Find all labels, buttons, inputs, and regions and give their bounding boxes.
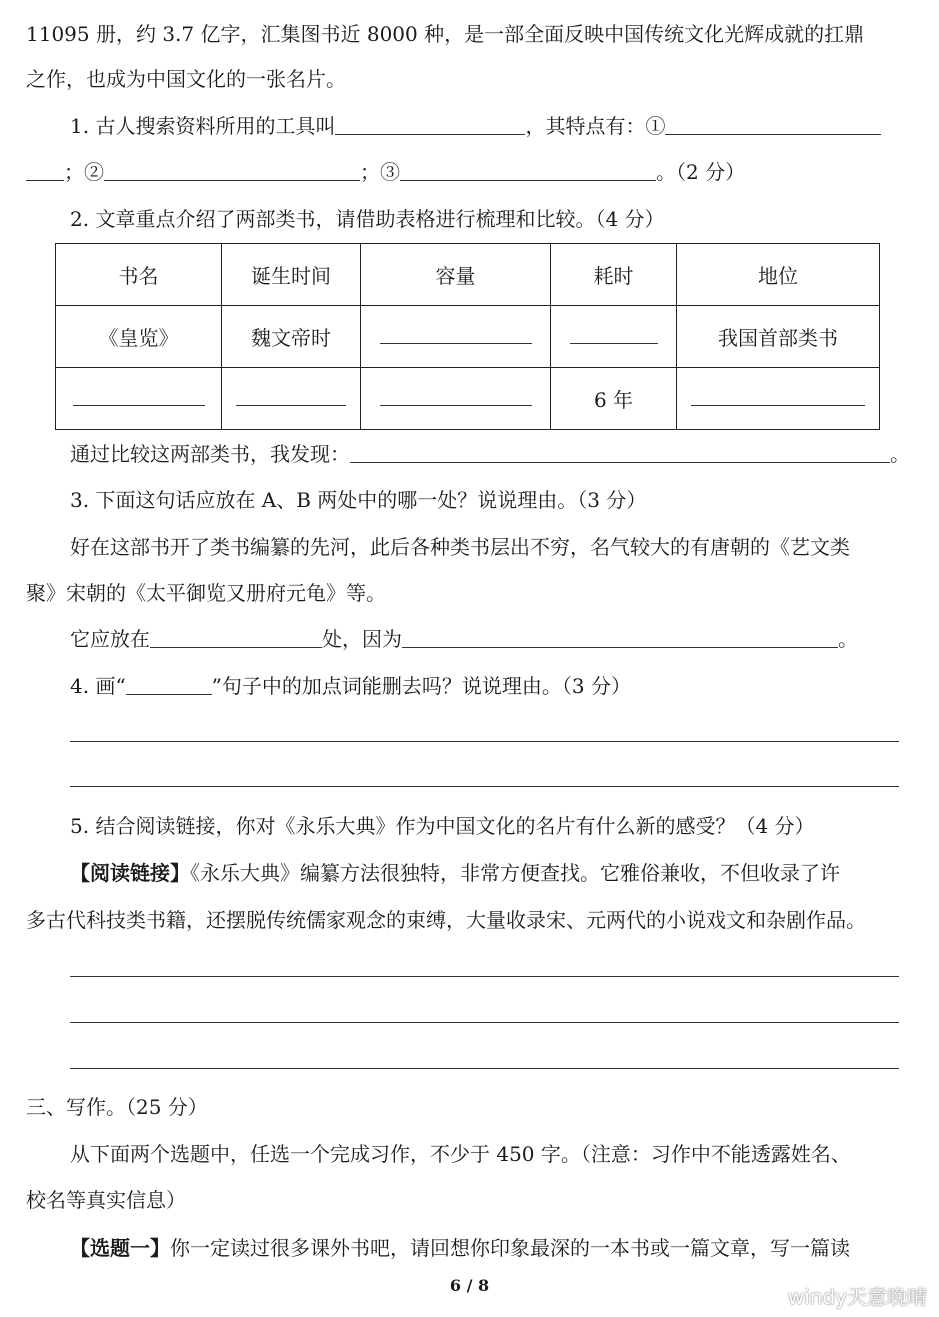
- q3-answer-b: 处，因为: [322, 627, 402, 651]
- q3-answer-a: 它应放在: [70, 627, 150, 651]
- q1-text-a: 1. 古人搜索资料所用的工具叫: [70, 114, 336, 138]
- q5-link-text-1: 《永乐大典》编纂方法很独特，非常方便查找。它雅俗兼收，不但收录了许: [190, 861, 840, 885]
- writing-intro-line-2: 校名等真实信息）: [26, 1188, 186, 1212]
- table-row: [56, 306, 880, 368]
- intro-line-2: 之作，也成为中国文化的一张名片。: [26, 67, 346, 91]
- q5-reading-link-line-1: [70, 859, 840, 887]
- q5-answer-line[interactable]: [70, 1022, 899, 1023]
- q3-answer-end: 。: [838, 627, 858, 651]
- q5-link-label: 【阅读链接】: [70, 861, 190, 885]
- topic-1-label: 【选题一】: [70, 1236, 170, 1260]
- table-header-cell: 诞生时间: [222, 244, 361, 306]
- q3-quote-line-1: 好在这部书开了类书编纂的先河，此后各种类书层出不穷，名气较大的有唐朝的《艺文类: [70, 535, 850, 559]
- table-cell-blank[interactable]: [677, 368, 880, 430]
- q5-reading-link-line-2: 多古代科技类书籍，还摆脱传统儒家观念的束缚，大量收录宋、元两代的小说戏文和杂剧作品。: [26, 908, 866, 932]
- q5-answer-line[interactable]: [70, 1068, 899, 1069]
- table-cell-blank[interactable]: [56, 368, 222, 430]
- q1-text-e: 。（2 分）: [656, 160, 746, 184]
- q1-feature-3-blank[interactable]: [400, 160, 656, 181]
- table-cell: 魏文帝时: [222, 306, 361, 368]
- table-header-cell: 容量: [361, 244, 551, 306]
- question-1-line-2: [26, 158, 745, 186]
- q4-text-a: 4. 画“: [70, 674, 126, 698]
- q4-answer-line[interactable]: [70, 741, 899, 742]
- table-cell: 《皇览》: [56, 306, 222, 368]
- writing-intro-line-1: 从下面两个选题中，任选一个完成习作，不少于 450 字。（注意：习作中不能透露姓名、: [70, 1142, 851, 1166]
- table-header-row: [56, 244, 880, 306]
- question-1-line-1: [70, 112, 881, 140]
- q1-feature-2-blank[interactable]: [104, 160, 360, 181]
- q1-text-b: ，其特点有：①: [525, 114, 666, 138]
- q2-finding-blank[interactable]: [350, 442, 890, 463]
- table-header-cell: 耗时: [551, 244, 677, 306]
- question-4-prompt: [70, 672, 631, 700]
- q3-answer-line: [70, 625, 858, 653]
- writing-topic-1: [70, 1234, 850, 1262]
- q4-text-b: ”句子中的加点词能删去吗？说说理由。（3 分）: [211, 674, 631, 698]
- table-cell-blank[interactable]: [361, 306, 551, 368]
- table-cell: 我国首部类书: [677, 306, 880, 368]
- q1-text-d: ；③: [360, 160, 400, 184]
- q4-answer-line[interactable]: [70, 786, 899, 787]
- q1-tool-blank[interactable]: [335, 114, 525, 135]
- q3-position-blank[interactable]: [150, 627, 322, 648]
- q2-finding-end: 。: [890, 442, 910, 466]
- q1-text-c: ；②: [64, 160, 104, 184]
- table-cell-blank[interactable]: [551, 306, 677, 368]
- table-cell-blank[interactable]: [361, 368, 551, 430]
- intro-line-1: 11095 册，约 3.7 亿字，汇集图书近 8000 种，是一部全面反映中国传统文化光辉成就的扛鼎: [26, 22, 865, 46]
- table-row: [56, 368, 880, 430]
- q2-finding-label: 通过比较这两部类书，我发现：: [70, 442, 350, 466]
- q4-sentence-blank[interactable]: [126, 674, 212, 695]
- q1-feature-1-blank[interactable]: [665, 114, 881, 135]
- writing-section-heading: 三、写作。（25 分）: [26, 1095, 208, 1119]
- page-number: 6 / 8: [449, 1276, 490, 1295]
- table-header-cell: 书名: [56, 244, 222, 306]
- q5-answer-line[interactable]: [70, 976, 899, 977]
- table-cell: 6 年: [551, 368, 677, 430]
- question-3-prompt: 3. 下面这句话应放在 A、B 两处中的哪一处？说说理由。（3 分）: [70, 488, 647, 512]
- watermark: windy天意晚晴: [787, 1285, 927, 1309]
- question-2-prompt: 2. 文章重点介绍了两部类书，请借助表格进行梳理和比较。（4 分）: [70, 207, 665, 231]
- comparison-table: [55, 243, 880, 430]
- q3-reason-blank[interactable]: [402, 627, 838, 648]
- table-header-cell: 地位: [677, 244, 880, 306]
- question-5-prompt: 5. 结合阅读链接，你对《永乐大典》作为中国文化的名片有什么新的感受？（4 分）: [70, 814, 815, 838]
- topic-1-text: 你一定读过很多课外书吧，请回想你印象最深的一本书或一篇文章，写一篇读: [170, 1236, 850, 1260]
- table-cell-blank[interactable]: [222, 368, 361, 430]
- q3-quote-line-2: 聚》宋朝的《太平御览又册府元龟》等。: [26, 581, 386, 605]
- q1-feature-1-blank-cont[interactable]: [26, 160, 64, 181]
- q2-finding-line: [70, 440, 910, 468]
